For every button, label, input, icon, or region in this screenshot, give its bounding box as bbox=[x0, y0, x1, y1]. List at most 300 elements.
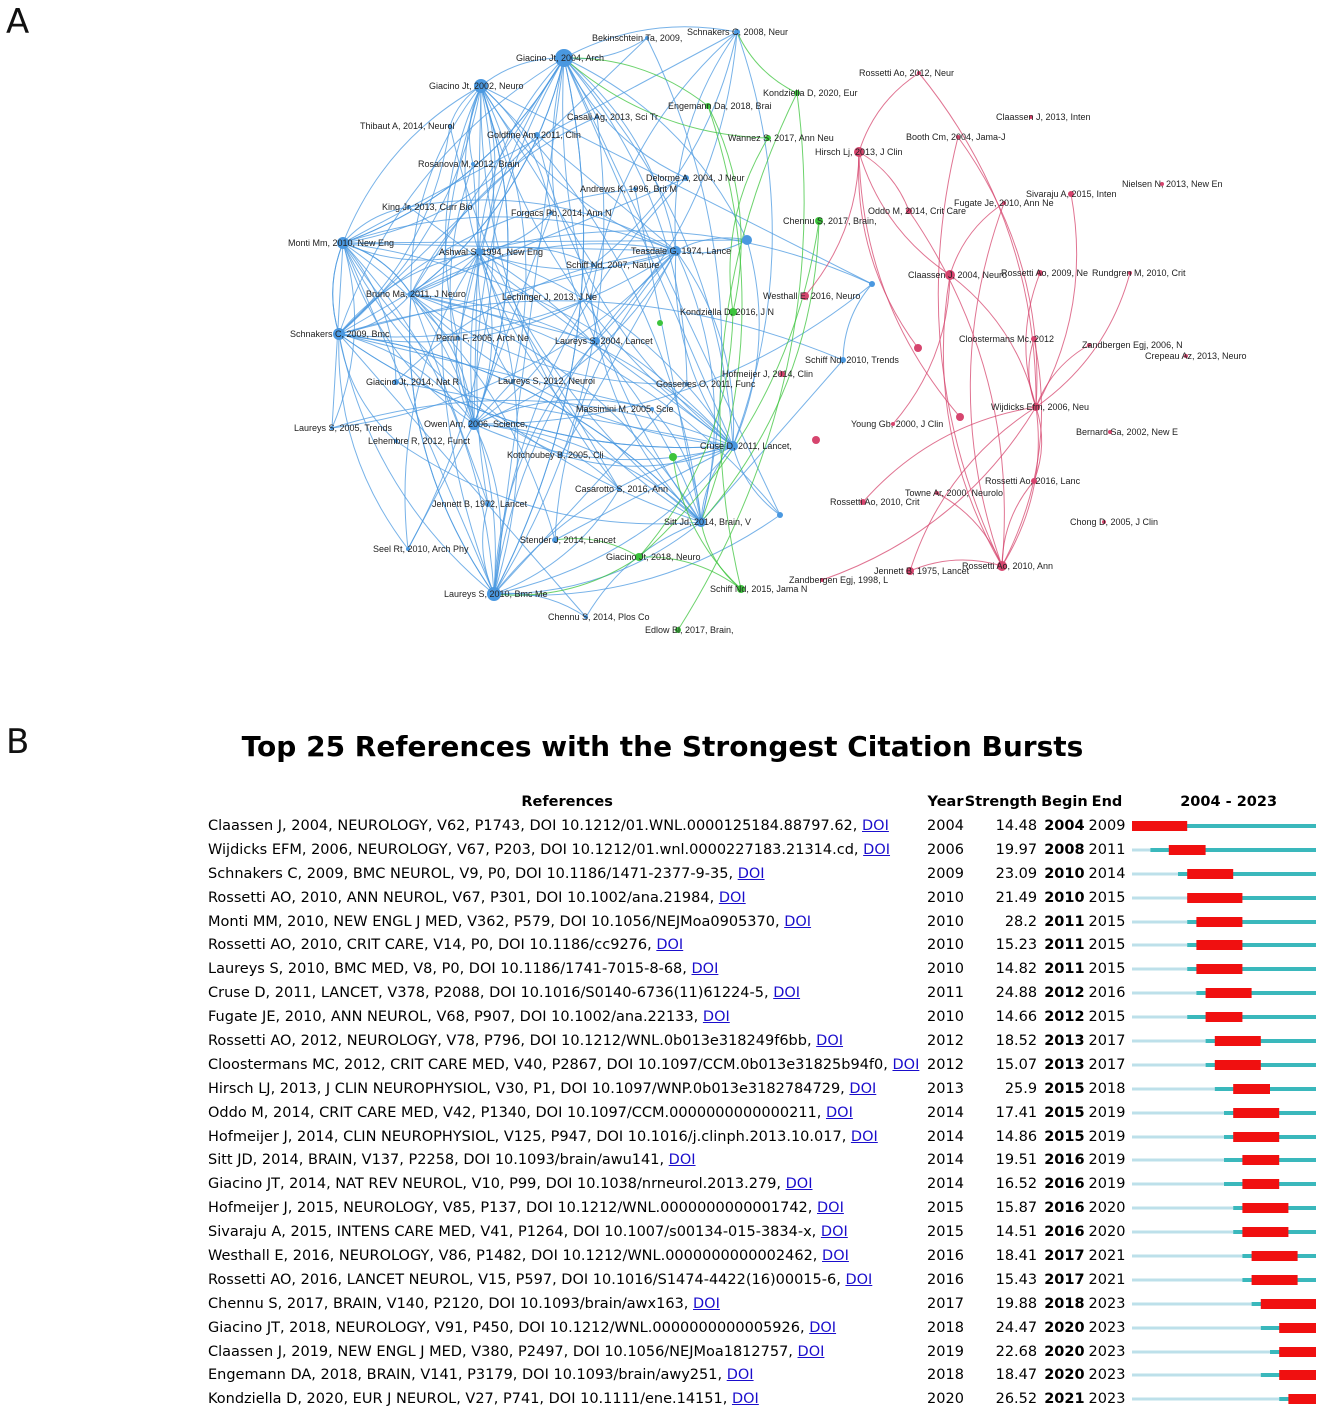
network-edge bbox=[1036, 345, 1089, 407]
reference-cell bbox=[196, 981, 926, 1005]
year-cell: 2010 bbox=[927, 1009, 964, 1026]
network-node-label: Laureys S, 2010, Bmc Me bbox=[444, 589, 548, 599]
reference-text: Engemann DA, 2018, BRAIN, V141, P3179, DOI 10.1093/brain/awy251, bbox=[208, 1367, 723, 1384]
network-node-label: Lehembre R, 2012, Funct bbox=[368, 436, 471, 446]
year-cell: 2015 bbox=[927, 1200, 964, 1217]
network-node bbox=[812, 436, 820, 444]
network-node-label: Cloostermans Mc, 2012 bbox=[959, 334, 1055, 344]
begin-cell: 2004 bbox=[1044, 817, 1085, 834]
begin-cell: 2016 bbox=[1044, 1152, 1085, 1169]
network-node-label: Westhall E, 2016, Neuro bbox=[763, 291, 861, 301]
burst-inactive-segment bbox=[1132, 920, 1187, 923]
network-node-label: Crepeau Az, 2013, Neuro bbox=[1145, 351, 1247, 361]
strength-cell: 24.47 bbox=[995, 1319, 1038, 1336]
year-cell: 2019 bbox=[927, 1343, 964, 1360]
begin-cell: 2015 bbox=[1044, 1104, 1085, 1121]
reference-text: Cruse D, 2011, LANCET, V378, P2088, DOI 10.1016/S0140-6736(11)61224-5, bbox=[208, 985, 769, 1002]
year-cell: 2015 bbox=[927, 1224, 964, 1241]
burst-inactive-segment bbox=[1132, 896, 1187, 899]
network-node-label: Wannez S, 2017, Ann Neu bbox=[728, 133, 834, 143]
table-row bbox=[196, 838, 1325, 862]
year-cell: 2011 bbox=[927, 985, 964, 1002]
burst-strong-segment bbox=[1197, 964, 1243, 974]
network-node bbox=[669, 453, 677, 461]
citation-burst-table bbox=[196, 790, 1325, 1411]
burst-strong-segment bbox=[1233, 1084, 1270, 1094]
year-cell: 2018 bbox=[927, 1367, 964, 1384]
doi-link[interactable]: DOI bbox=[773, 985, 801, 1002]
doi-link[interactable]: DOI bbox=[809, 1319, 837, 1336]
end-cell: 2018 bbox=[1088, 1080, 1126, 1097]
table-row bbox=[196, 1172, 1325, 1196]
network-node-label: Chennu S, 2017, Brain, bbox=[783, 216, 877, 226]
strength-cell: 19.88 bbox=[995, 1295, 1038, 1312]
network-edge bbox=[333, 243, 343, 334]
reference-cell bbox=[196, 1316, 926, 1340]
begin-cell: 2015 bbox=[1044, 1128, 1085, 1145]
network-node-label: Lechinger J, 2013, J Ne bbox=[502, 292, 598, 302]
network-node-label: Rossetti Ao, 2016, Lanc bbox=[985, 476, 1081, 486]
table-row bbox=[196, 1363, 1325, 1387]
network-node-label: Casarotto S, 2016, Ann bbox=[575, 484, 669, 494]
end-cell: 2011 bbox=[1088, 841, 1126, 858]
network-node bbox=[914, 344, 922, 352]
reference-text: Sivaraju A, 2015, INTENS CARE MED, V41, P1264, DOI 10.1007/s00134-015-3834-x, bbox=[208, 1224, 817, 1241]
begin-cell: 2020 bbox=[1044, 1367, 1085, 1384]
reference-cell bbox=[196, 838, 926, 862]
header-begin: Begin bbox=[1041, 794, 1088, 810]
burst-strong-segment bbox=[1279, 1347, 1316, 1357]
burst-inactive-segment bbox=[1132, 992, 1196, 995]
end-cell: 2023 bbox=[1088, 1367, 1126, 1384]
burst-inactive-segment bbox=[1132, 848, 1150, 851]
burst-timeline bbox=[1132, 1179, 1316, 1189]
burst-timeline bbox=[1132, 1036, 1316, 1046]
strength-cell: 21.49 bbox=[995, 889, 1038, 906]
burst-timeline-cell bbox=[1126, 1340, 1325, 1364]
burst-inactive-segment bbox=[1132, 1374, 1261, 1377]
end-cell: 2019 bbox=[1088, 1176, 1126, 1193]
network-node-label: Rosanova M, 2012, Brain bbox=[418, 159, 520, 169]
reference-text: Wijdicks EFM, 2006, NEUROLOGY, V67, P203, DOI 10.1212/01.wnl.0000227183.21314.cd, bbox=[208, 841, 859, 858]
end-cell: 2015 bbox=[1088, 961, 1126, 978]
end-cell: 2023 bbox=[1088, 1295, 1126, 1312]
network-node-label: Schiff Nd, 2015, Jama N bbox=[710, 584, 808, 594]
year-cell: 2017 bbox=[927, 1295, 964, 1312]
doi-link[interactable]: DOI bbox=[784, 913, 812, 930]
network-node bbox=[956, 413, 964, 421]
table-row bbox=[196, 1196, 1325, 1220]
burst-timeline-cell bbox=[1126, 1244, 1325, 1268]
network-edge bbox=[701, 446, 733, 522]
network-node-label: Bekinschtein Ta, 2009, bbox=[592, 33, 683, 43]
burst-strong-segment bbox=[1206, 1012, 1243, 1022]
network-node bbox=[657, 320, 663, 326]
year-cell: 2006 bbox=[927, 841, 964, 858]
network-node-label: Laureys S, 2012, Neuroi bbox=[498, 376, 596, 386]
year-cell: 2014 bbox=[927, 1128, 964, 1145]
network-node-label: Sivaraju A, 2015, Inten bbox=[1026, 189, 1117, 199]
reference-cell bbox=[196, 1220, 926, 1244]
network-node-label: Thibaut A, 2014, Neurol bbox=[360, 121, 455, 131]
network-edge bbox=[859, 152, 909, 211]
network-node bbox=[869, 281, 875, 287]
network-node-label: Young Gb, 2000, J Clin bbox=[851, 419, 944, 429]
strength-cell: 15.07 bbox=[995, 1056, 1038, 1073]
network-node-label: Rossetti Ao, 2010, Crit bbox=[830, 497, 920, 507]
doi-link[interactable]: DOI bbox=[816, 1032, 844, 1049]
begin-cell: 2011 bbox=[1044, 961, 1085, 978]
network-edge bbox=[343, 243, 555, 540]
burst-inactive-segment bbox=[1132, 1063, 1206, 1066]
burst-timeline bbox=[1132, 845, 1316, 855]
network-node-label: Claassen J, 2013, Inten bbox=[996, 112, 1091, 122]
strength-cell: 14.82 bbox=[995, 961, 1038, 978]
burst-timeline bbox=[1132, 1132, 1316, 1142]
year-cell: 2016 bbox=[927, 1247, 964, 1264]
year-cell: 2016 bbox=[927, 1271, 964, 1288]
year-cell: 2010 bbox=[927, 889, 964, 906]
reference-text: Claassen J, 2004, NEUROLOGY, V62, P1743, DOI 10.1212/01.WNL.0000125184.88797.62, bbox=[208, 817, 858, 834]
end-cell: 2016 bbox=[1088, 985, 1126, 1002]
begin-cell: 2010 bbox=[1044, 865, 1085, 882]
header-year: Year bbox=[927, 794, 964, 810]
burst-timeline bbox=[1132, 940, 1316, 950]
network-node-label: Rossetti Ao, 2009, Ne bbox=[1001, 268, 1089, 278]
network-node-label: Claassen J, 2004, Neuro bbox=[908, 270, 1008, 280]
burst-strong-segment bbox=[1233, 1132, 1279, 1142]
strength-cell: 18.47 bbox=[995, 1367, 1038, 1384]
doi-link[interactable]: DOI bbox=[656, 937, 684, 954]
doi-link[interactable]: DOI bbox=[863, 841, 891, 858]
begin-cell: 2020 bbox=[1044, 1319, 1085, 1336]
doi-link[interactable]: DOI bbox=[862, 817, 889, 834]
strength-cell: 16.52 bbox=[995, 1176, 1038, 1193]
network-node-label: Kondziella D, 2016, J N bbox=[680, 307, 775, 317]
reference-text: Claassen J, 2019, NEW ENGL J MED, V380, P2497, DOI 10.1056/NEJMoa1812757, bbox=[208, 1343, 793, 1360]
end-cell: 2021 bbox=[1088, 1247, 1126, 1264]
strength-cell: 28.2 bbox=[1004, 913, 1038, 930]
reference-cell bbox=[196, 933, 926, 957]
burst-timeline bbox=[1132, 1394, 1316, 1404]
burst-timeline bbox=[1132, 821, 1316, 831]
burst-strong-segment bbox=[1279, 1370, 1316, 1380]
doi-link[interactable]: DOI bbox=[797, 1343, 825, 1360]
burst-strong-segment bbox=[1169, 845, 1206, 855]
network-edge bbox=[339, 334, 733, 448]
reference-text: Fugate JE, 2010, ANN NEUROL, V68, P907, DOI 10.1002/ana.22133, bbox=[208, 1009, 699, 1026]
end-cell: 2023 bbox=[1088, 1343, 1126, 1360]
panel-a-letter: A bbox=[6, 2, 30, 42]
network-node-label: Sitt Jd, 2014, Brain, V bbox=[664, 517, 752, 527]
network-node bbox=[742, 235, 752, 245]
strength-cell: 15.87 bbox=[995, 1200, 1038, 1217]
end-cell: 2020 bbox=[1088, 1224, 1126, 1241]
reference-cell bbox=[196, 1340, 926, 1364]
begin-cell: 2008 bbox=[1044, 841, 1085, 858]
burst-timeline-cell bbox=[1126, 981, 1325, 1005]
burst-strong-segment bbox=[1279, 1323, 1316, 1333]
burst-inactive-segment bbox=[1132, 1183, 1224, 1186]
burst-inactive-segment bbox=[1132, 1016, 1187, 1019]
network-node-label: Rossetti Ao, 2012, Neur bbox=[859, 68, 955, 78]
reference-text: Sitt JD, 2014, BRAIN, V137, P2258, DOI 10.1093/brain/awu141, bbox=[208, 1152, 665, 1169]
table-row bbox=[196, 1125, 1325, 1149]
begin-cell: 2015 bbox=[1044, 1080, 1085, 1097]
network-node-label: Cruse D, 2011, Lancet, bbox=[700, 441, 792, 451]
strength-cell: 15.23 bbox=[995, 937, 1038, 954]
network-node-label: Oddo M, 2014, Crit Care bbox=[868, 206, 967, 216]
burst-timeline bbox=[1132, 1275, 1316, 1285]
begin-cell: 2012 bbox=[1044, 985, 1085, 1002]
table-row bbox=[196, 1053, 1325, 1077]
burst-strong-segment bbox=[1252, 1275, 1298, 1285]
burst-strong-segment bbox=[1187, 869, 1233, 879]
burst-inactive-segment bbox=[1132, 1398, 1279, 1401]
network-node-label: Giacino Jt, 2014, Nat R bbox=[366, 377, 460, 387]
reference-cell bbox=[196, 862, 926, 886]
reference-cell bbox=[196, 1387, 926, 1411]
network-node-label: Engemann Da, 2018, Brai bbox=[668, 101, 772, 111]
reference-cell bbox=[196, 1363, 926, 1387]
table-row bbox=[196, 1340, 1325, 1364]
end-cell: 2015 bbox=[1088, 913, 1126, 930]
begin-cell: 2011 bbox=[1044, 913, 1085, 930]
table-row bbox=[196, 957, 1325, 981]
burst-inactive-segment bbox=[1132, 1087, 1215, 1090]
reference-cell bbox=[196, 1172, 926, 1196]
begin-cell: 2011 bbox=[1044, 937, 1085, 954]
table-row bbox=[196, 1316, 1325, 1340]
network-node-label: Zandbergen Egj, 1998, L bbox=[789, 575, 889, 585]
network-node-label: Stender J, 2014, Lancet bbox=[520, 535, 616, 545]
header-references: References bbox=[521, 794, 613, 810]
doi-link[interactable]: DOI bbox=[826, 1104, 853, 1121]
year-cell: 2012 bbox=[927, 1032, 964, 1049]
begin-cell: 2017 bbox=[1044, 1271, 1085, 1288]
network-node-label: Schnakers C, 2008, Neur bbox=[687, 27, 789, 37]
reference-text: Hofmeijer J, 2015, NEUROLOGY, V85, P137, DOI 10.1212/WNL.0000000000001742, bbox=[208, 1200, 813, 1217]
burst-timeline-cell bbox=[1126, 1029, 1325, 1053]
reference-text: Kondziella D, 2020, EUR J NEUROL, V27, P741, DOI 10.1111/ene.14151, bbox=[208, 1391, 728, 1408]
year-cell: 2010 bbox=[927, 961, 964, 978]
burst-timeline-cell bbox=[1126, 1148, 1325, 1172]
network-node-label: King Jr, 2013, Curr Bio bbox=[382, 202, 473, 212]
burst-inactive-segment bbox=[1132, 872, 1178, 875]
network-node bbox=[777, 512, 783, 518]
burst-strong-segment bbox=[1187, 893, 1242, 903]
doi-link[interactable]: DOI bbox=[731, 1391, 759, 1408]
begin-cell: 2016 bbox=[1044, 1200, 1085, 1217]
burst-timeline bbox=[1132, 917, 1316, 927]
doi-link[interactable]: DOI bbox=[822, 1247, 849, 1264]
burst-timeline bbox=[1132, 1251, 1316, 1261]
reference-text: Monti MM, 2010, NEW ENGL J MED, V362, P579, DOI 10.1056/NEJMoa0905370, bbox=[208, 913, 780, 930]
reference-cell bbox=[196, 957, 926, 981]
doi-link[interactable]: DOI bbox=[820, 1224, 848, 1241]
strength-cell: 15.43 bbox=[995, 1271, 1038, 1288]
doi-link[interactable]: DOI bbox=[817, 1200, 844, 1217]
strength-cell: 18.52 bbox=[995, 1032, 1038, 1049]
reference-text: Rossetti AO, 2016, LANCET NEUROL, V15, P597, DOI 10.1016/S1474-4422(16)00015-6, bbox=[208, 1271, 841, 1288]
burst-timeline bbox=[1132, 1060, 1316, 1070]
burst-timeline-cell bbox=[1126, 1363, 1325, 1387]
burst-strong-segment bbox=[1132, 821, 1187, 831]
burst-timeline bbox=[1132, 964, 1316, 974]
strength-cell: 18.41 bbox=[995, 1247, 1038, 1264]
burst-strong-segment bbox=[1243, 1227, 1289, 1237]
strength-cell: 19.97 bbox=[995, 841, 1038, 858]
end-cell: 2023 bbox=[1088, 1319, 1126, 1336]
doi-link[interactable]: DOI bbox=[737, 865, 765, 882]
end-cell: 2023 bbox=[1088, 1391, 1126, 1408]
doi-link[interactable]: DOI bbox=[726, 1367, 754, 1384]
table-row bbox=[196, 1077, 1325, 1101]
network-node-label: Fugate Je, 2010, Ann Ne bbox=[954, 198, 1054, 208]
panel-b-letter: B bbox=[6, 722, 30, 762]
reference-text: Rossetti AO, 2010, CRIT CARE, V14, P0, DOI 10.1186/cc9276, bbox=[208, 937, 652, 954]
strength-cell: 14.48 bbox=[995, 817, 1038, 834]
begin-cell: 2020 bbox=[1044, 1343, 1085, 1360]
network-node-label: Towne Ar, 2000, Neurolo bbox=[905, 488, 1004, 498]
burst-inactive-segment bbox=[1132, 1350, 1270, 1353]
reference-cell bbox=[196, 1292, 926, 1316]
end-cell: 2014 bbox=[1088, 865, 1126, 882]
network-node-label: Giacino Jt, 2002, Neuro bbox=[429, 81, 524, 91]
header-range: 2004 - 2023 bbox=[1180, 794, 1278, 810]
reference-text: Chennu S, 2017, BRAIN, V140, P2120, DOI 10.1093/brain/awx163, bbox=[208, 1295, 689, 1312]
burst-strong-segment bbox=[1215, 1036, 1261, 1046]
burst-inactive-segment bbox=[1132, 1207, 1233, 1210]
reference-text: Laureys S, 2010, BMC MED, V8, P0, DOI 10.1186/1741-7015-8-68, bbox=[208, 961, 687, 978]
network-node-label: Nielsen N, 2013, New En bbox=[1122, 179, 1223, 189]
year-cell: 2013 bbox=[927, 1080, 964, 1097]
burst-strong-segment bbox=[1252, 1251, 1298, 1261]
burst-timeline-cell bbox=[1126, 1053, 1325, 1077]
network-node-label: Kotchoubey B, 2005, Cli bbox=[507, 450, 604, 460]
network-node-label: Zandbergen Egj, 2006, N bbox=[1082, 340, 1183, 350]
network-node-label: Massimini M, 2005, Scie bbox=[576, 404, 674, 414]
burst-timeline bbox=[1132, 1108, 1316, 1118]
doi-link[interactable]: DOI bbox=[892, 1056, 920, 1073]
strength-cell: 19.51 bbox=[995, 1152, 1038, 1169]
reference-text: Giacino JT, 2014, NAT REV NEUROL, V10, P99, DOI 10.1038/nrneurol.2013.279, bbox=[208, 1176, 782, 1193]
burst-inactive-segment bbox=[1132, 1278, 1242, 1281]
table-header-row bbox=[196, 790, 1325, 814]
network-edge bbox=[339, 126, 450, 334]
burst-timeline-cell bbox=[1126, 862, 1325, 886]
network-node-label: Hirsch Lj, 2013, J Clin bbox=[815, 147, 903, 157]
begin-cell: 2021 bbox=[1044, 1391, 1085, 1408]
burst-timeline bbox=[1132, 1323, 1316, 1333]
doi-link[interactable]: DOI bbox=[845, 1271, 873, 1288]
strength-cell: 17.41 bbox=[995, 1104, 1038, 1121]
reference-cell bbox=[196, 1148, 926, 1172]
network-edge bbox=[733, 446, 780, 515]
network-node-label: Perrin F, 2006, Arch Ne bbox=[436, 333, 530, 343]
reference-cell bbox=[196, 1244, 926, 1268]
burst-timeline bbox=[1132, 869, 1316, 879]
begin-cell: 2017 bbox=[1044, 1247, 1085, 1264]
header-strength: Strength bbox=[964, 794, 1038, 810]
burst-timeline bbox=[1132, 1227, 1316, 1237]
burst-timeline bbox=[1132, 988, 1316, 998]
doi-link[interactable]: DOI bbox=[691, 961, 719, 978]
doi-link[interactable]: DOI bbox=[702, 1009, 730, 1026]
end-cell: 2020 bbox=[1088, 1200, 1126, 1217]
network-node-label: Chong D, 2005, J Clin bbox=[1070, 517, 1159, 527]
burst-timeline-cell bbox=[1126, 957, 1325, 981]
table-row bbox=[196, 933, 1325, 957]
network-node-label: Jennett B, 1972, Lancet bbox=[432, 499, 528, 509]
network-node-label: Goldfine Am, 2011, Clin bbox=[487, 130, 581, 140]
burst-timeline bbox=[1132, 893, 1316, 903]
burst-chart-title: Top 25 References with the Strongest Citation Bursts bbox=[241, 730, 1084, 763]
doi-link[interactable]: DOI bbox=[718, 889, 746, 906]
doi-link[interactable]: DOI bbox=[668, 1152, 696, 1169]
burst-timeline-cell bbox=[1126, 1316, 1325, 1340]
burst-timeline-cell bbox=[1126, 1268, 1325, 1292]
end-cell: 2017 bbox=[1088, 1032, 1126, 1049]
doi-link[interactable]: DOI bbox=[785, 1176, 813, 1193]
burst-inactive-segment bbox=[1132, 944, 1187, 947]
reference-text: Schnakers C, 2009, BMC NEUROL, V9, P0, DOI 10.1186/1471-2377-9-35, bbox=[208, 865, 734, 882]
burst-timeline bbox=[1132, 1203, 1316, 1213]
network-edge bbox=[339, 334, 733, 448]
burst-timeline-cell bbox=[1126, 886, 1325, 910]
network-node-label: Jennett B, 1975, Lancet bbox=[874, 566, 970, 576]
network-node-label: Monti Mm, 2010, New Eng bbox=[288, 238, 395, 248]
burst-timeline-cell bbox=[1126, 1196, 1325, 1220]
reference-text: Oddo M, 2014, CRIT CARE MED, V42, P1340, DOI 10.1097/CCM.0000000000000211, bbox=[208, 1104, 822, 1121]
network-node-label: Wijdicks Efm, 2006, Neu bbox=[991, 402, 1090, 412]
doi-link[interactable]: DOI bbox=[849, 1080, 877, 1097]
reference-cell bbox=[196, 1077, 926, 1101]
burst-inactive-segment bbox=[1132, 1326, 1261, 1329]
strength-cell: 14.51 bbox=[995, 1224, 1038, 1241]
network-node-label: Bernard Sa, 2002, New E bbox=[1076, 427, 1179, 437]
network-node-label: Owen Am, 2006, Science, bbox=[424, 419, 528, 429]
network-node-label: Laureys S, 2004, Lancet bbox=[555, 336, 653, 346]
year-cell: 2004 bbox=[927, 817, 964, 834]
begin-cell: 2016 bbox=[1044, 1176, 1085, 1193]
network-node-label: Gosseries O, 2011, Func bbox=[656, 379, 756, 389]
table-row bbox=[196, 862, 1325, 886]
burst-timeline-cell bbox=[1126, 1077, 1325, 1101]
network-node-label: Schnakers C, 2009, Bmc bbox=[290, 329, 390, 339]
network-node-label: Delorme A, 2004, J Neur bbox=[646, 173, 745, 183]
network-node-label: Seel Rt, 2010, Arch Phy bbox=[373, 544, 469, 554]
year-cell: 2010 bbox=[927, 913, 964, 930]
burst-inactive-segment bbox=[1132, 1302, 1252, 1305]
network-edge bbox=[937, 493, 1002, 566]
end-cell: 2019 bbox=[1088, 1128, 1126, 1145]
network-edge bbox=[859, 152, 918, 348]
reference-cell bbox=[196, 1053, 926, 1077]
header-end: End bbox=[1091, 794, 1123, 810]
network-edge bbox=[730, 138, 768, 312]
doi-link[interactable]: DOI bbox=[693, 1295, 720, 1312]
network-node-label: Hofmeijer J, 2014, Clin bbox=[722, 369, 814, 379]
table-row bbox=[196, 1029, 1325, 1053]
table-row bbox=[196, 1148, 1325, 1172]
burst-strong-segment bbox=[1197, 940, 1243, 950]
begin-cell: 2013 bbox=[1044, 1032, 1085, 1049]
burst-strong-segment bbox=[1233, 1108, 1279, 1118]
network-node-label: Edlow Bl, 2017, Brain, bbox=[645, 625, 734, 635]
network-node-label: Rundgren M, 2010, Crit bbox=[1092, 268, 1186, 278]
doi-link[interactable]: DOI bbox=[850, 1128, 878, 1145]
